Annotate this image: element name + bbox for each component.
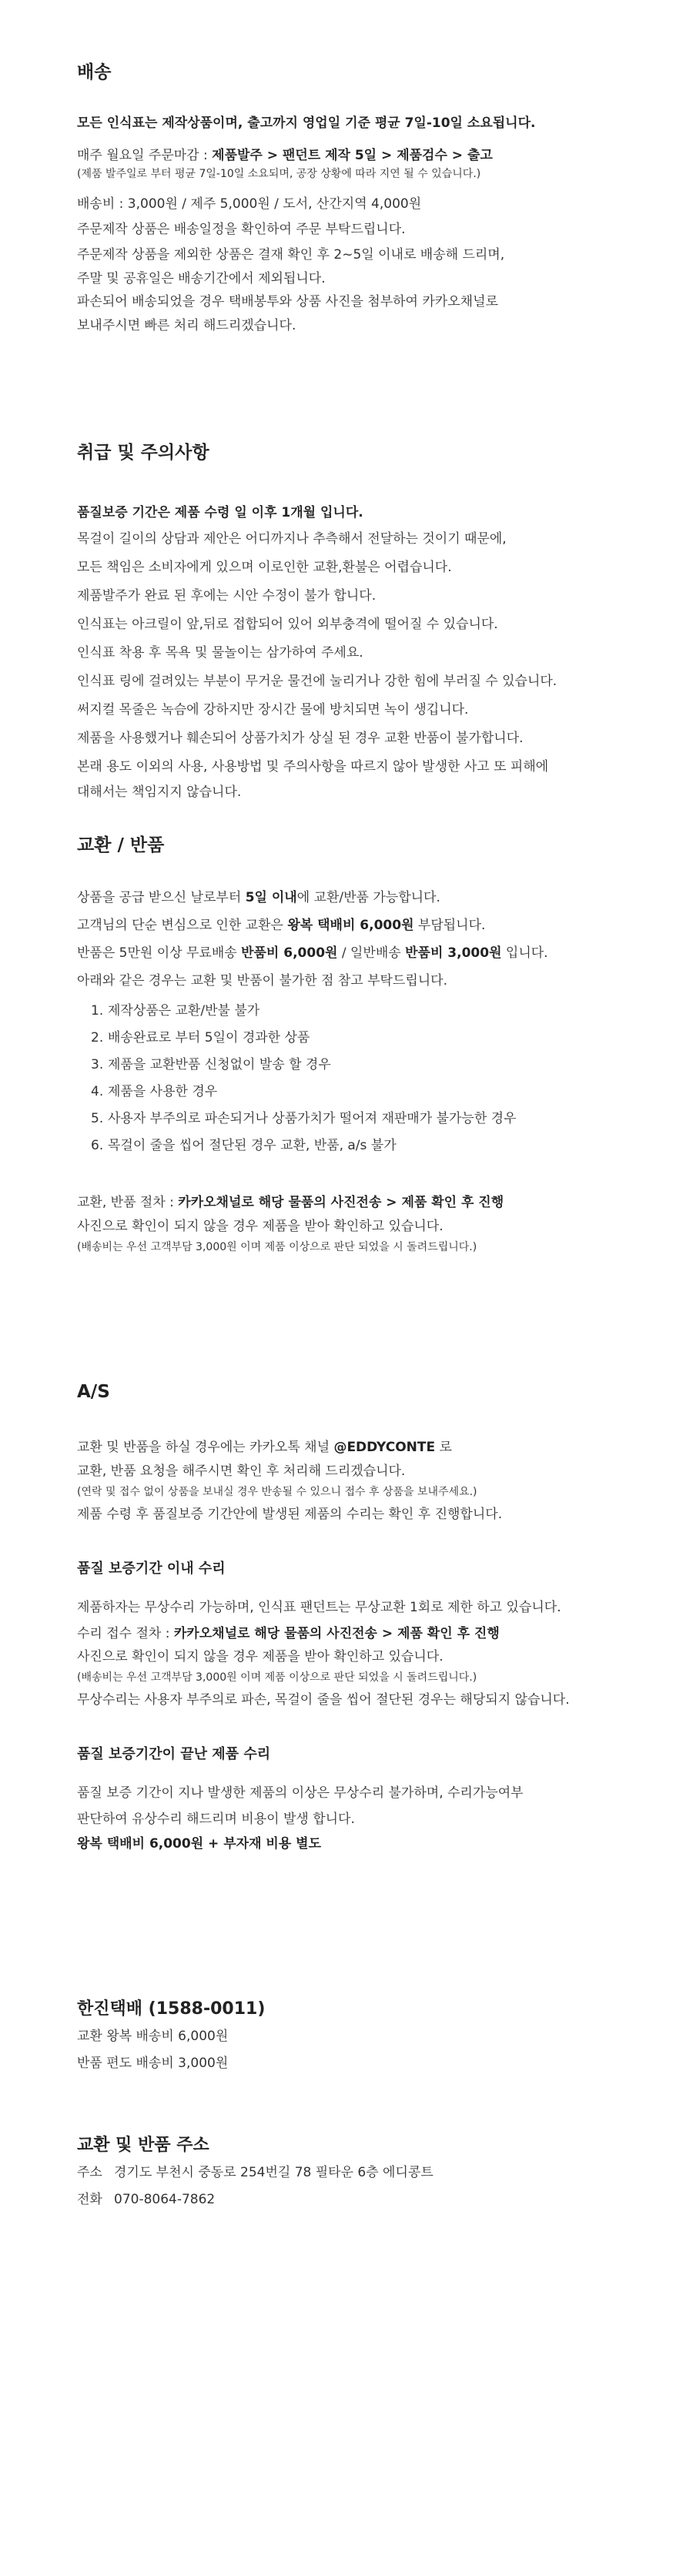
as-line: 사진으로 확인이 되지 않을 경우 제품을 받아 확인하고 있습니다. (77, 1649, 444, 1664)
courier-line: 반품 편도 배송비 3,000원 (77, 2056, 229, 2071)
list-number: 2. (91, 1030, 104, 1045)
address-title: 교환 및 반품 주소 (77, 2136, 209, 2155)
list-text: 제작상품은 교환/반불 불가 (108, 1003, 260, 1019)
as-title: A/S (77, 1382, 110, 1402)
address-value: 경기도 부천시 중동로 254번길 78 필타운 6층 에디콩트 (114, 2165, 434, 2180)
list-item (91, 1106, 662, 1132)
text: / 일반배송 (337, 945, 406, 961)
shipping-section (77, 60, 662, 336)
as-note: (연락 및 접수 없이 상품을 보내실 경우 반송될 수 있으니 접수 후 상품을 보내주세요.) (77, 1486, 477, 1498)
as-line: 품질 보증 기간이 지나 발생한 제품의 이상은 무상수리 불가하며, 수리가능여부 (77, 1785, 524, 1801)
text-bold: 카카오채널로 해당 물품의 사진전송 > 제품 확인 후 진행 (173, 1626, 500, 1641)
courier-line: 교환 왕복 배송비 6,000원 (77, 2029, 229, 2044)
as-repair-procedure (77, 1621, 662, 1646)
list-text: 제품을 교환반품 신청없이 발송 할 경우 (108, 1057, 331, 1072)
care-line: 인식표 착용 후 목욕 및 물놀이는 삼가하여 주세요. (77, 645, 363, 661)
courier-title: 한진택배 (1588-0011) (77, 1999, 266, 2019)
as-in-warranty-title: 품질 보증기간 이내 수리 (77, 1561, 226, 1577)
shipping-title: 배송 (77, 62, 112, 82)
address-line (77, 2159, 662, 2186)
shipping-fee: 배송비 : 3,000원 / 제주 5,000원 / 도서, 산간지역 4,000원 (77, 196, 422, 212)
exchange-section (77, 833, 662, 1257)
shipping-order-note: (제품 발주일로 부터 평균 7일-10일 소요되며, 공장 상황에 따라 지연 될 수 있습니다.) (77, 168, 481, 180)
as-line: 무상수리는 사용자 부주의로 파손, 목걸이 줄을 씹어 절단된 경우는 해당되지 않습니다. (77, 1692, 570, 1708)
order-prefix: 매주 월요일 주문마감 : (77, 148, 213, 163)
care-line: 제품발주가 완료 된 후에는 시안 수정이 불가 합니다. (77, 588, 377, 604)
exchange-return-fee (77, 939, 662, 967)
care-lead: 품질보증 기간은 제품 수령 일 이후 1개월 입니다. (77, 505, 363, 520)
phone-line (77, 2186, 662, 2213)
shipping-lead: 모든 인식표는 제작상품이며, 출고까지 영업일 기준 평균 7일-10일 소요됩니다. (77, 115, 536, 131)
order-steps: 제품발주 > 팬던트 제작 5일 > 제품검수 > 출고 (212, 148, 493, 163)
as-line: 판단하여 유상수리 해드리며 비용이 발생 합니다. (77, 1812, 355, 1827)
text: 입니다. (501, 945, 548, 961)
care-line: 대해서는 책임지지 않습니다. (77, 785, 242, 800)
care-line: 써지컬 목줄은 녹슴에 강하지만 장시간 물에 방치되면 녹이 생깁니다. (77, 702, 469, 718)
phone-value: 070-8064-7862 (114, 2192, 216, 2207)
shipping-line: 보내주시면 빠른 처리 해드리겠습니다. (77, 318, 296, 333)
exchange-notice: 아래와 같은 경우는 교환 및 반품이 불가한 점 참고 부탁드립니다. (77, 973, 448, 989)
list-text: 사용자 부주의로 파손되거나 상품가치가 떨어져 재판매가 불가능한 경우 (108, 1111, 517, 1126)
list-number: 5. (91, 1111, 104, 1126)
care-line: 목걸이 길이의 상담과 제안은 어디까지나 추측해서 전달하는 것이기 때문에, (77, 531, 507, 547)
exchange-period (77, 884, 662, 912)
list-item (91, 998, 662, 1025)
as-out-fee: 왕복 택배비 6,000원 + 부자재 비용 별도 (77, 1836, 322, 1852)
care-line: 인식표 링에 걸려있는 부분이 무거운 물건에 눌리거나 강한 힘에 부러질 수 있습니다. (77, 674, 557, 689)
address-label: 주소 (77, 2165, 102, 2180)
care-title: 취급 및 주의사항 (77, 443, 209, 463)
list-number: 3. (91, 1057, 104, 1072)
shipping-line: 주문제작 상품은 배송일정을 확인하여 주문 부탁드립니다. (77, 222, 406, 237)
list-number: 1. (91, 1003, 104, 1019)
care-line: 제품을 사용했거나 훼손되어 상품가치가 상실 된 경우 교환 반품이 불가합니다. (77, 731, 524, 746)
shipping-line: 주문제작 상품을 제외한 상품은 결재 확인 후 2~5일 이내로 배송해 드리며, (77, 247, 505, 263)
list-text: 배송완료로 부터 5일이 경과한 상품 (108, 1030, 310, 1045)
text: 교환, 반품 절차 : (77, 1195, 179, 1210)
as-line: 교환, 반품 요청을 해주시면 확인 후 처리해 드리겠습니다. (77, 1464, 406, 1479)
list-text: 제품을 사용한 경우 (108, 1084, 218, 1099)
as-section (77, 1380, 662, 1856)
care-section (77, 440, 662, 803)
list-item (91, 1052, 662, 1079)
exchange-title: 교환 / 반품 (77, 835, 165, 855)
text: 상품을 공급 받으신 날로부터 (77, 890, 246, 905)
as-line: 제품 수령 후 품질보증 기간안에 발생된 제품의 수리는 확인 후 진행합니다. (77, 1507, 503, 1522)
shipping-line: 주말 및 공휴일은 배송기간에서 제외됩니다. (77, 271, 326, 286)
courier-section (77, 1997, 662, 2077)
text-bold: 5일 이내 (245, 890, 297, 905)
list-number: 4. (91, 1084, 104, 1099)
text-bold: 반품비 6,000원 (241, 945, 338, 961)
text-bold: 왕복 택배비 6,000원 (287, 918, 414, 933)
text: 교환 및 반품을 하실 경우에는 카카오톡 채널 (77, 1440, 334, 1455)
phone-label: 전화 (77, 2192, 102, 2207)
exchange-change-fee (77, 912, 662, 939)
text: 고객님의 단순 변심으로 인한 교환은 (77, 918, 288, 933)
as-note: (배송비는 우선 고객부담 3,000원 이며 제품 이상으로 판단 되었을 시 돌려드립니다.) (77, 1671, 477, 1684)
text: 수리 접수 절차 : (77, 1626, 174, 1641)
text: 로 (435, 1440, 452, 1455)
exchange-procedure (77, 1190, 662, 1216)
care-line: 인식표는 아크릴이 앞,뒤로 접합되어 있어 외부충격에 떨어질 수 있습니다. (77, 617, 498, 632)
exchange-photo-line: 사진으로 확인이 되지 않을 경우 제품을 받아 확인하고 있습니다. (77, 1219, 444, 1234)
shipping-line: 파손되어 배송되었을 경우 택배봉투와 상품 사진을 첨부하여 카카오채널로 (77, 294, 498, 309)
text: 에 교환/반품 가능합니다. (296, 890, 440, 905)
as-out-warranty-title: 품질 보증기간이 끝난 제품 수리 (77, 1746, 271, 1762)
kakao-channel-id: @EDDYCONTE (333, 1440, 436, 1455)
list-item (91, 1079, 662, 1106)
list-item (91, 1132, 662, 1159)
care-line: 본래 용도 이외의 사용, 사용방법 및 주의사항을 따르지 않아 발생한 사고 또 피해에 (77, 759, 549, 774)
list-item (91, 1025, 662, 1052)
text: 반품은 5만원 이상 무료배송 (77, 945, 242, 961)
care-line: 모든 책임은 소비자에게 있으며 이로인한 교환,환불은 어렵습니다. (77, 560, 452, 575)
text: 부담됩니다. (413, 918, 486, 933)
address-section (77, 2133, 662, 2213)
list-text: 목걸이 줄을 씹어 절단된 경우 교환, 반품, a/s 불가 (108, 1138, 397, 1153)
as-contact (77, 1435, 662, 1460)
exchange-photo-note: (배송비는 우선 고객부담 3,000원 이며 제품 이상으로 판단 되었을 시 돌려드립니다.) (77, 1241, 477, 1253)
text-bold: 카카오채널로 해당 물품의 사진전송 > 제품 확인 후 진행 (178, 1195, 504, 1210)
list-number: 6. (91, 1138, 104, 1153)
text-bold: 반품비 3,000원 (405, 945, 502, 961)
exchange-exclusion-list (77, 998, 662, 1159)
as-line: 제품하자는 무상수리 가능하며, 인식표 팬던트는 무상교환 1회로 제한 하고 있습니다. (77, 1600, 561, 1615)
